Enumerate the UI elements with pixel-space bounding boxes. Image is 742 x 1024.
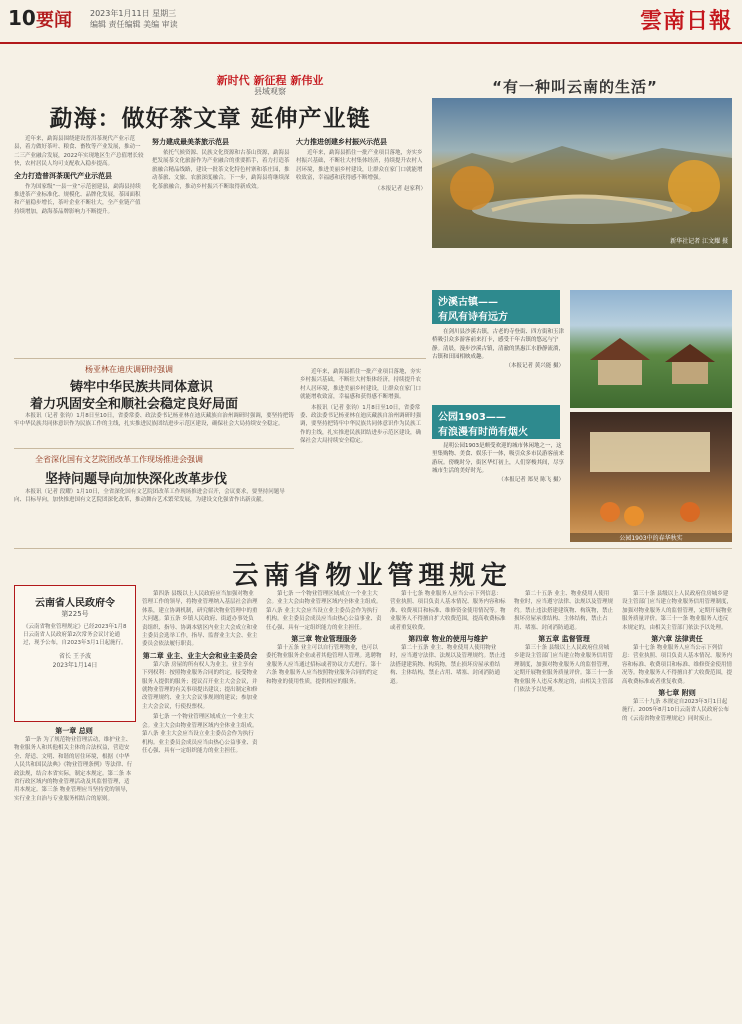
article2-title-2: 着力巩固安全和顺社会稳定良好局面 [30, 397, 239, 412]
reg-text-1: 第一条 为了规范物业管理活动，维护业主、物业服务人和其他相关主体的合法权益，营造安全、舒适、文明、和谐的居住环境，根据《中华人民共和国民法典》《物业管理条例》等法律、行政法规，结合本省实际，制定本规定。第二条 本省行政区域内的物业管理活动及其监督管理，适用本规定。第三条 物业管理应当坚持党的领导，实行业主自治与专业服务相结合的原则。 [14, 737, 133, 802]
feature2-title-2: 有浪漫有时尚有烟火 [438, 427, 528, 438]
feature2-title-1: 公园1903—— [438, 412, 506, 423]
reg-col-6 [622, 590, 732, 1018]
feature1-text: 在剑川县沙溪古镇，古老的寺登街、四方街和玉津桥吸引众多游客前来打卡，感受千年古镇的悠远与宁静。清晨，漫步沙溪古镇，清澈的黑惠江水静静流淌，古镇和田园相映成趣。 [432, 329, 564, 361]
market-illustration [570, 412, 732, 542]
feature1-byline: （本报记者 黄兴能 摄） [505, 362, 564, 369]
reg-col-1 [14, 726, 134, 1018]
feature2-text: 昆明公园1903是颇受欢迎的城市休闲地之一，这里集购物、美食、娱乐于一体，吸引众多市民游客前来游玩。傍晚时分，街区华灯初上，人们穿梭其间，尽享城市生活的美好时光。 [432, 443, 564, 475]
notice-date: 2023年1月14日 [52, 662, 98, 669]
newspaper-logo: 雲南日報 [639, 8, 732, 34]
article1-byline: （本报记者 赵家利） [374, 185, 426, 192]
reg-col-2 [142, 590, 258, 1018]
reg-text-8b: 第三十条 县级以上人民政府住房城乡建设主管部门应当建立物业服务信用管理制度，加强对物业服务人的监督管理，定期开展物业服务质量评价。第三十一条 物业服务人违反本规定的，由相关主管部门依法予以处理。 [622, 591, 732, 631]
article2-text: 本报讯（记者 张钧）1月8日至10日，省委常委、政法委书记杨亚林在迪庆藏族自治州调研时强调，要坚持把铸牢中华民族共同体意识作为民族工作的主线，扎实推进民族团结进步示范区建设，确保社会大局持续安全稳定。 [14, 413, 294, 428]
divider [14, 448, 294, 449]
slogan-line: 新时代 新征程 新伟业 [216, 74, 324, 87]
article1-subhead-3: 大力推进创建乡村振兴示范县 [296, 138, 387, 146]
article1-intro: 近年来，勐海县围绕建设普洱茶现代产业示范县，着力做好茶叶、粮食、畜牧等产业发展，推动一二三产业融合发展，2022年实现地区生产总值增长较快，农村居民人均可支配收入稳步提高。 [14, 136, 144, 168]
feature2-photo-caption: 公园1903中的春华秋实 [570, 533, 732, 542]
article1-subhead-1: 全力打造普洱茶现代产业示范县 [14, 171, 112, 180]
divider [14, 548, 732, 549]
reg-col-3 [266, 590, 382, 1018]
feature1-photo [570, 290, 732, 408]
reg-text-3: 第六条 房屋的所有权人为业主。业主享有下列权利：按照物业服务合同的约定，接受物业服务人提供的服务；提议召开业主大会会议，并就物业管理的有关事项提出建议；提出制定和修改管理规约、业主大会议事规则的建议；参加业主大会会议，行使投票权。 [142, 661, 258, 710]
feature2-byline: （本报记者 郑昊 陈飞 摄） [498, 476, 564, 483]
chapter-1: 第一章 总则 [55, 727, 93, 735]
article-headline: 勐海：做好茶文章 延伸产业链 [49, 106, 371, 132]
reg-text-8: 第三十条 县级以上人民政府住房城乡建设主管部门应当建立物业服务信用管理制度，加强对物业服务人的监督管理，定期开展物业服务质量评价。第三十一条 物业服务人违反本规定的，由相关主管部门依法予以处理。 [514, 645, 614, 694]
photo-story-title: “有一种叫云南的生活” [492, 78, 658, 96]
reg-text-2: 第四条 县级以上人民政府应当加强对物业管理工作的领导，将物业管理纳入基层社会治理体系，建立协调机制，研究解决物业管理中的重大问题。第五条 乡镇人民政府、街道办事处负责组织、指导、协调本辖区内业主大会成立和业主委员会选举工作，指导、监督业主大会、业主委员会依法履行职责。 [142, 591, 258, 648]
page-header [0, 0, 742, 44]
feature1-title-1: 沙溪古镇—— [438, 297, 498, 308]
article3-text: 本报讯（记者 段耀）1月10日，全省深化国有文艺院团改革工作现场推进会召开，会议要求，要坚持问题导向、目标导向，加快推进国有文艺院团深化改革，推动舞台艺术繁荣发展，为建设文化强省作出新贡献。 [14, 489, 285, 504]
column-name: 县域观察 [254, 87, 286, 96]
reg-text-4b: 第七条 一个物业管理区域成立一个业主大会。业主大会由物业管理区域内全体业主组成。第八条 业主大会应当设立业主委员会作为执行机构。业主委员会成员应当由热心公益事业、责任心强、具有一定组织能力的业主担任。 [266, 591, 382, 631]
article1-subhead-2: 努力建成最美茶旅示范县 [152, 138, 229, 146]
feature2-title-box [432, 405, 560, 439]
reg-text-4: 第七条 一个物业管理区域成立一个业主大会。业主大会由物业管理区域内全体业主组成。第八条 业主大会应当设立业主委员会作为执行机构。业主委员会成员应当由热心公益事业、责任心强、具有一定组织能力的业主担任。 [142, 714, 258, 754]
main-landscape-photo [432, 98, 732, 248]
feature1-title-2: 有风有诗有远方 [438, 312, 508, 323]
government-notice-box [14, 585, 136, 722]
reg-text-7b: 第二十五条 业主、物业使用人使用物业时，应当遵守法律、法规以及管理规约。禁止违法搭建建筑物、构筑物，禁止损坏房屋承重结构、主体结构，禁止占用、堵塞、封闭消防通道。 [514, 591, 614, 631]
landscape-illustration [432, 98, 732, 248]
notice-number: 第225号 [61, 610, 89, 618]
article3-title: 坚持问题导向加快深化改革步伐 [45, 472, 228, 487]
article1-col3 [296, 135, 426, 360]
article1-col1 [14, 135, 144, 360]
article1-col2-body: 依托气候资源、民族文化资源和古茶山资源，勐海县把发展茶文化旅游作为产业融合的重要抓手，着力打造茶旅融合精品线路，建设一批茶文化特色村寨和茶庄园，推动茶旅、文旅、农旅深度融合。下一步，勐海县将继续深化茶旅融合，推动乡村振兴不断取得新成效。 [152, 150, 290, 190]
feature1-title-box [432, 290, 560, 324]
section-name: 要闻 [36, 10, 72, 31]
issue-date: 2023年1月11日 星期三 [90, 9, 177, 18]
article2-body [14, 412, 294, 446]
photo-credit: 新华社记者 江文耀 摄 [670, 238, 728, 245]
reg-text-5: 第十五条 业主可以自行管理物业，也可以委托物业服务企业或者其他管理人管理。选聘物业服务人应当通过招标或者协议方式进行。第十六条 物业服务人应当按照物业服务合同的约定和物业的使用性质，提供相应的服务。 [266, 645, 382, 685]
article2-title-1: 铸牢中华民族共同体意识 [70, 380, 214, 395]
notice-body: 《云南省物业管理规定》已经2023年1月8日云南省人民政府第2次常务会议讨论通过，现予公布，自2023年3月1日起施行。 [23, 624, 127, 646]
divider [14, 358, 426, 359]
reg-text-9: 第三十九条 本规定自2023年3月1日起施行。2005年8月10日云南省人民政府公布的《云南省物业管理规定》同时废止。 [622, 699, 729, 722]
article1-col3-body: 近年来，勐海县抓住一批产业项目落地，夯实乡村振兴基础，不断壮大村集体经济，持续提升农村人居环境，推进美丽乡村建设，让群众在家门口就能增收致富，幸福感和获得感不断增强。 [296, 150, 423, 182]
feature2-body [432, 442, 564, 534]
feature2-photo [570, 412, 732, 542]
notice-title: 云南省人民政府令 [35, 598, 115, 609]
chapter-5: 第五章 监督管理 [538, 635, 590, 644]
chapter-4: 第四章 物业的使用与维护 [408, 635, 488, 644]
chapter-3: 第三章 物业管理服务 [291, 635, 357, 644]
reg-col-5 [514, 590, 614, 1018]
continued-text: 近年来，勐海县抓住一批产业项目落地，夯实乡村振兴基础，不断壮大村集体经济，持续提升农村人居环境，推进美丽乡村建设，让群众在家门口就能增收致富，幸福感和获得感不断增强。 [300, 369, 422, 401]
article2-continued [300, 368, 426, 538]
article2-kicker: 杨亚林在迪庆调研时强调 [85, 365, 173, 374]
continued-text-2: 本报讯（记者 张钧）1月8日至10日，省委常委、政法委书记杨亚林在迪庆藏族自治州调研时强调，要坚持把铸牢中华民族共同体意识作为民族工作的主线，扎实推进民族团结进步示范区建设，确保社会大局持续安全稳定。 [300, 404, 422, 445]
article3-kicker: 全省深化国有文艺院团改革工作现场推进会强调 [35, 455, 203, 464]
feature1-body [432, 328, 564, 396]
page-number: 10 [8, 6, 36, 30]
article3-body [14, 488, 294, 538]
reg-text-6b: 第十七条 物业服务人应当公示下列信息：营业执照、项目负责人基本情况、服务内容和标准、收费项目和标准、维修资金使用情况等。物业服务人不得擅自扩大收费范围，提高收费标准或者重复收费。 [622, 645, 732, 685]
reg-col-4 [390, 590, 506, 1018]
reg-text-7: 第二十五条 业主、物业使用人使用物业时，应当遵守法律、法规以及管理规约。禁止违法搭建建筑物、构筑物，禁止损坏房屋承重结构、主体结构，禁止占用、堵塞、封闭消防通道。 [390, 645, 506, 685]
chapter-6: 第六章 法律责任 [651, 635, 703, 644]
regulation-title: 云南省物业管理规定 [232, 561, 512, 591]
town-illustration [570, 290, 732, 408]
chapter-2: 第二章 业主、业主大会和业主委员会 [142, 651, 258, 660]
reg-text-6: 第十七条 物业服务人应当公示下列信息：营业执照、项目负责人基本情况、服务内容和标准、收费项目和标准、维修资金使用情况等。物业服务人不得擅自扩大收费范围，提高收费标准或者重复收费。 [390, 591, 506, 631]
editor-credits: 编辑 责任编辑 美编 审读 [90, 20, 178, 29]
article1-col1-body: 作为国家级“一县一业”示范创建县，勐海县持续推进茶产业标准化、规模化、品牌化发展，茶园面积和产量稳步增长，茶叶企业不断壮大，全产业链产值持续增加，勐海茶品牌影响力不断提升。 [14, 183, 141, 215]
notice-signer: 省长 王予波 [59, 653, 91, 660]
article1-col2 [152, 135, 290, 360]
chapter-7: 第七章 附则 [658, 689, 696, 698]
